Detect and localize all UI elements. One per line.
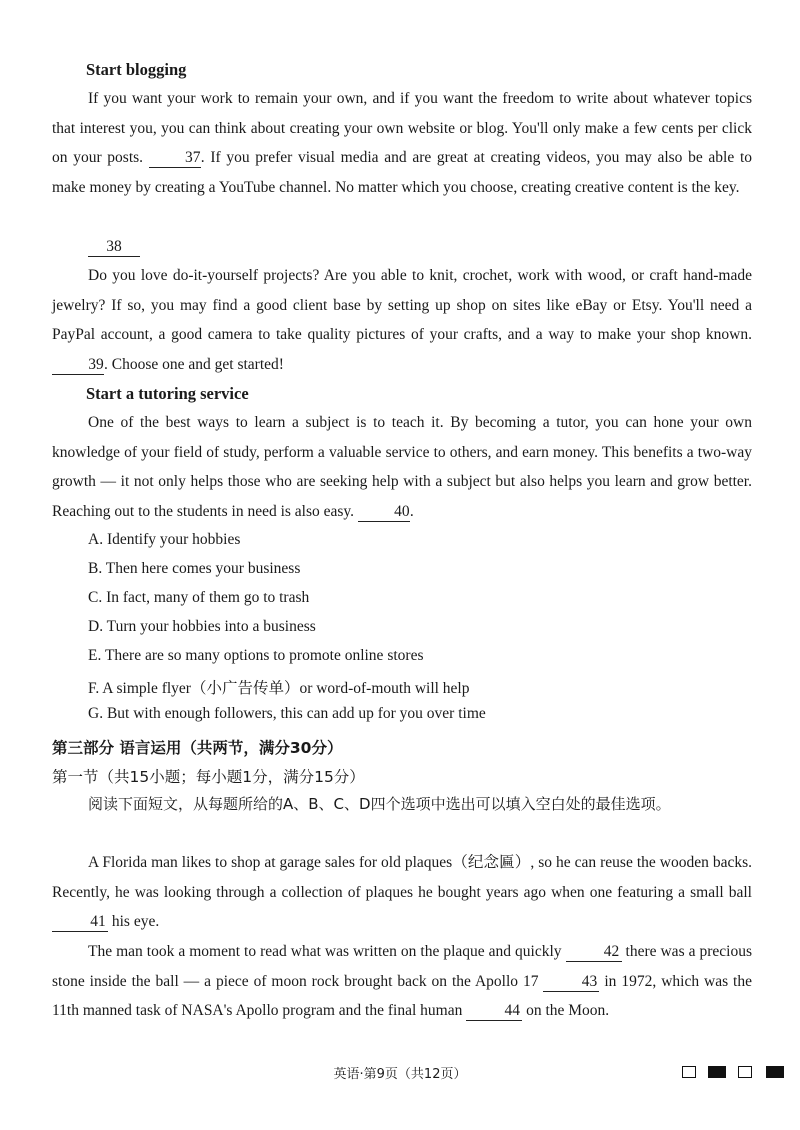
- blank-38-line: [88, 232, 148, 262]
- text: . If you prefer visual media and are great at creating videos, you may also be able to make money by creating a YouTube channel. No matter which you choose, creating creative content is the key.: [52, 149, 752, 196]
- mark-empty-icon: [738, 1066, 752, 1078]
- option-b: B. Then here comes your business: [88, 560, 301, 577]
- mark-filled-icon: [766, 1066, 784, 1078]
- blank-37[interactable]: 37: [149, 149, 201, 168]
- option-g: G. But with enough followers, this can add up for you over time: [88, 705, 486, 722]
- mark-empty-icon: [682, 1066, 696, 1078]
- option-c: C. In fact, many of them go to trash: [88, 589, 310, 606]
- blank-41[interactable]: 41: [52, 913, 108, 932]
- text: One of the best ways to learn a subject is to teach it. By becoming a tutor, you can hone your own knowledge of your field of study, perform a valuable service to others, and earn money. This benefits a two-way growth — it not only helps those who are seeking help with a subject but also helps you learn and grow better. Reaching out to the students in need is also easy.: [52, 414, 752, 520]
- text: The man took a moment to read what was written on the plaque and quickly: [88, 943, 566, 960]
- text: A Florida man likes to shop at garage sales for old plaques（纪念匾）, so he can reuse the wooden backs. Recently, he was looking through a collection of plaques he bought years ago when one featuring a small ball: [52, 854, 752, 901]
- blank-40[interactable]: 40: [358, 503, 410, 522]
- option-a: A. Identify your hobbies: [88, 531, 241, 548]
- heading-start-tutoring: Start a tutoring service: [86, 384, 249, 403]
- paragraph-tutoring: [52, 408, 752, 526]
- paragraph-cloze-1: [52, 848, 752, 937]
- blank-42[interactable]: 42: [566, 943, 622, 962]
- blank-39[interactable]: 39: [52, 356, 104, 375]
- option-d: D. Turn your hobbies into a business: [88, 618, 316, 635]
- section1-title: 第一节（共15小题；每小题1分，满分15分）: [52, 768, 365, 786]
- text: . Choose one and get started!: [104, 355, 284, 373]
- blank-38[interactable]: 38: [88, 238, 140, 257]
- blank-44[interactable]: 44: [466, 1002, 522, 1021]
- paragraph-cloze-2: [52, 937, 752, 1026]
- text: his eye.: [108, 913, 160, 930]
- text: If you want your work to remain your own, and if you want the freedom to write about whatever topics that interest you, you can think about creating your own website or blog. You'll only make a few cents per click on your posts.: [52, 90, 752, 166]
- option-f: F. A simple flyer（小广告传单）or word-of-mouth will help: [88, 680, 470, 697]
- text: there was a precious stone inside the ball — a piece of moon rock brought back on the Apollo 17: [52, 943, 752, 990]
- mark-filled-icon: [708, 1066, 726, 1078]
- page-footer: 英语·第9页（共12页）: [333, 1067, 467, 1082]
- option-e: E. There are so many options to promote online stores: [88, 647, 424, 664]
- text: Do you love do-it-yourself projects? Are you able to knit, crochet, work with wood, or craft hand-made jewelry? If so, you may find a good client base by setting up shop on sites like eBay or Etsy. You'll need a PayPal account, a good camera to take quality pictures of your crafts, and a way to make your shop known.: [52, 267, 752, 343]
- cloze-instruction: 阅读下面短文，从每题所给的A、B、C、D四个选项中选出可以填入空白处的最佳选项。: [88, 795, 671, 813]
- text: on the Moon.: [522, 1002, 610, 1019]
- paragraph-blogging: [52, 84, 752, 202]
- part3-title: 第三部分 语言运用（共两节，满分30分）: [52, 739, 343, 757]
- blank-43[interactable]: 43: [543, 973, 599, 992]
- text: in 1972, which was the 11th manned task of NASA's Apollo program and the final human: [52, 972, 752, 1019]
- heading-start-blogging: Start blogging: [86, 60, 187, 79]
- paragraph-diy: [52, 261, 752, 379]
- text: .: [409, 502, 414, 520]
